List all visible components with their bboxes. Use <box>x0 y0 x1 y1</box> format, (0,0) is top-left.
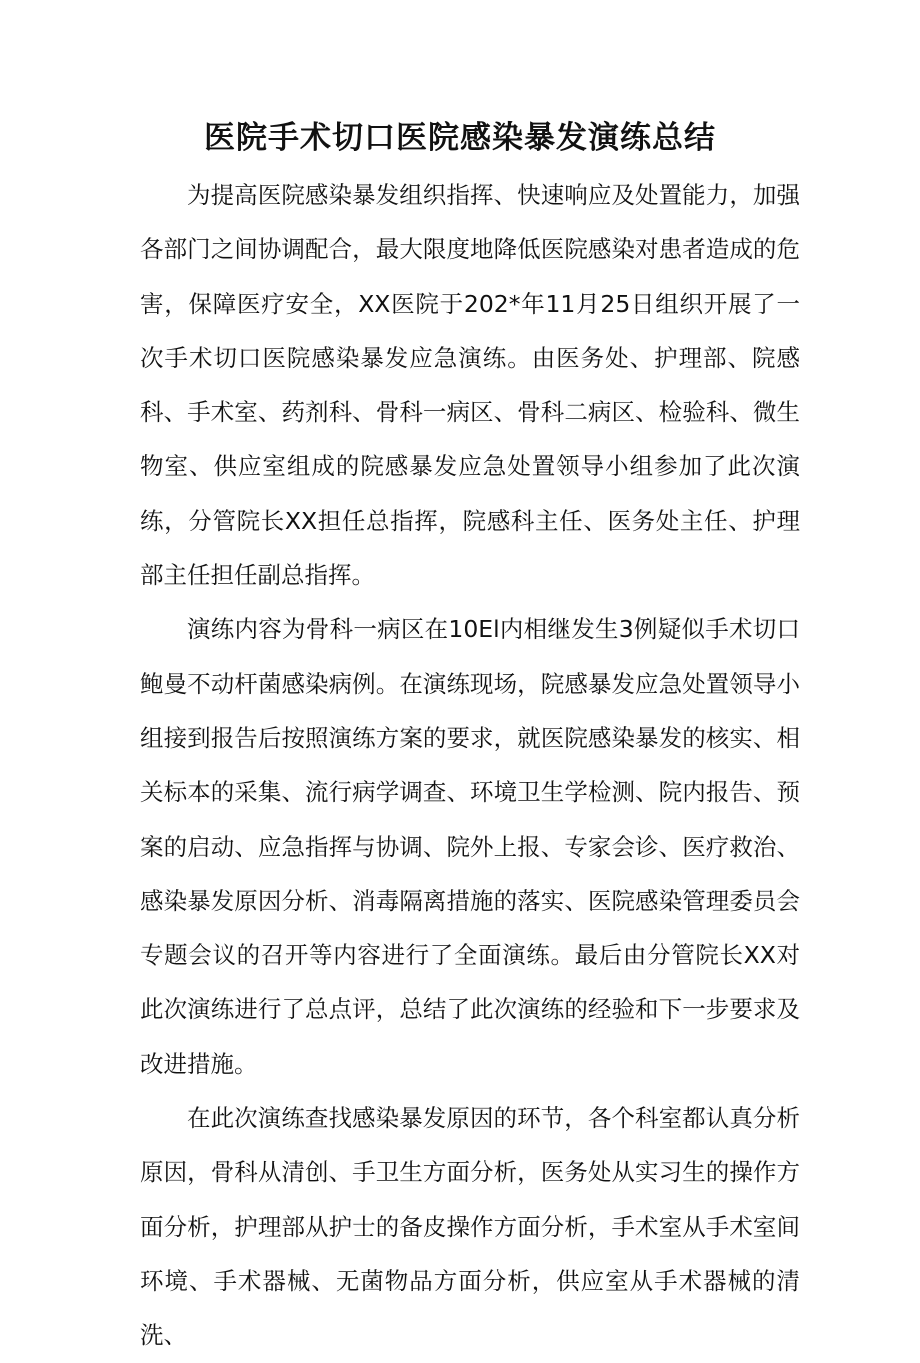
paragraph-2: 演练内容为骨科一病区在10El内相继发生3例疑似手术切口鲍曼不动杆菌感染病例。在演练现场，院感暴发应急处置领导小组接到报告后按照演练方案的要求，就医院感染暴发的核实、相关标本的采集、流行病学调查、环境卫生学检测、院内报告、预案的启动、应急指挥与协调、院外上报、专家会诊、医疗救治、感染暴发原因分析、消毒隔离措施的落实、医院感染管理委员会专题会议的召开等内容进行了全面演练。最后由分管院长XX对此次演练进行了总点评，总结了此次演练的经验和下一步要求及改进措施。 <box>140 615 800 1078</box>
paragraph-1: 为提高医院感染暴发组织指挥、快速响应及处置能力，加强各部门之间协调配合，最大限度地降低医院感染对患者造成的危害，保障医疗安全，XX医院于202*年11月25日组织开展了一次手术切口医院感染暴发应急演练。由医务处、护理部、院感科、手术室、药剂科、骨科一病区、骨科二病区、检验科、微生物室、供应室组成的院感暴发应急处置领导小组参加了此次演练，分管院长XX担任总指挥，院感科主任、医务处主任、护理部主任担任副总指挥。 <box>140 181 800 590</box>
document-body <box>140 168 800 1363</box>
document-title: 医院手术切口医院感染暴发演练总结 <box>204 120 716 156</box>
paragraph-3: 在此次演练查找感染暴发原因的环节，各个科室都认真分析原因，骨科从清创、手卫生方面分析，医务处从实习生的操作方面分析，护理部从护士的备皮操作方面分析，手术室从手术室间环境、手术器械、无菌物品方面分析，供应室从手术器械的清洗、 <box>140 1104 800 1350</box>
